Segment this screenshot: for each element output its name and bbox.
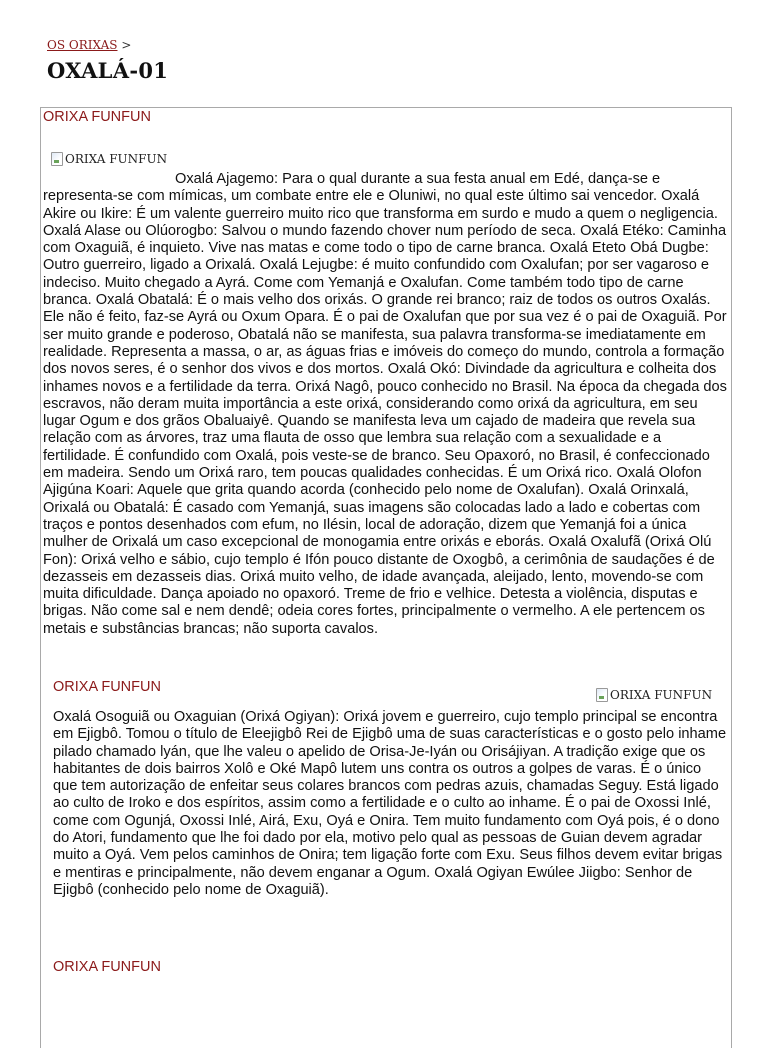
content-box: [40, 107, 732, 1048]
section-text-1: [43, 171, 731, 638]
section-image-1: [51, 152, 167, 166]
section-heading-1: ORIXA FUNFUN: [43, 109, 151, 125]
section-text-1-content: Oxalá Ajagemo: Para o qual durante a sua festa anual em Edé, dança-se e representa-se com mímicas, um combate entre ele e Oluniwi, no qual este último sai vencedor. Oxalá Akire ou Ikire: É um valente guerreiro muito rico que transforma em surdo e mudo a quem o negligencia. Oxalá Alase ou Olúorogbo: Salvou o mundo fazendo chover num período de seca. Oxalá Etéko: Caminha com Oxaguiã, é inquieto. Vive nas matas e come todo o tipo de carne branca. Oxalá Eteto Obá Dugbe: Outro guerreiro, ligado a Orixalá. Oxalá Lejugbe: é muito confundido com Oxalufan; por ser vagaroso e indeciso. Muito chegado a Ayrá. Come com Yemanjá e Oxalufan. Come também todo tipo de carne branca. Oxalá Obatalá: É o mais velho dos orixás. O grande rei branco; raiz de todos os outros Oxalás. Ele não é feito, faz-se Ayrá ou Oxum Opara. É o pai de Oxalufan que por sua vez é o pai de Oxaguiã. Por ser muito grande e poderoso, Obatalá não se manifesta, sua palavra transforma-se imediatamente em realidade. Representa a massa, o ar, as águas frias e imóveis do começo do mundo, controla a formação dos novos seres, é o senhor dos vivos e dos mortos. Oxalá Okó: Divindade da agricultura e colheita dos inhames novos e a fertilidade da terra. Orixá Nagô, pouco conhecido no Brasil. Na época da chegada dos escravos, não deram muita importância a este orixá, considerando como orixá da agricultura, em seu lugar Ogum e dos grãos Obaluaiyê. Quando se manifesta leva um cajado de madeira que revela sua relação com as árvores, traz uma flauta de osso que lembra sua relação com a sexualidade e a fertilidade. É confundido com Oxalá, pois veste-se de branco. Seu Opaxoró, no Brasil, é confeccionado em madeira. Sendo um Orixá raro, tem poucas qualidades conhecidas. É um Orixá rico. Oxalá Olofon Ajigúna Koari: Aquele que grita quando acorda (conhecido pelo nome de Oxalufan). Oxalá Orinxalá, Orixalá ou Obatalá: É casado com Yemanjá, suas imagens são colocadas lado a lado e cobertas com traços e pontos desenhados com efum, no Ilésin, local de adoração, dizem que Yemanjá foi a única mulher de Orixalá um caso excepcional de monogamia entre orixás e eborás. Oxalá Oxalufã (Orixá Olú Fon): Orixá velho e sábio, cujo templo é Ifón pouco distante de Oxogbô, a cerimônia de saudações é de dezasseis em dezasseis dias. Orixá muito velho, de idade avançada, aleijado, lento, movendo-se com muita dificuldade. Dança apoiado no opaxoró. Treme de frio e velhice. Detesta a violência, disputas e brigas. Não come sal e nem dendê; odeia cores fortes, principalmente o vermelho. A ele pertencem os metais e substâncias brancas; não suporta cavalos.: [43, 171, 727, 637]
image-alt-text: ORIXA FUNFUN: [610, 688, 713, 702]
section-heading-3: ORIXA FUNFUN: [53, 959, 161, 975]
page-title: OXALÁ-01: [47, 58, 169, 83]
breadcrumb: [47, 38, 131, 52]
section-image-2: [596, 688, 712, 702]
broken-image-icon: [596, 688, 608, 702]
breadcrumb-link-os-orixas[interactable]: OS ORIXAS: [47, 38, 118, 52]
breadcrumb-separator: >: [121, 38, 132, 52]
broken-image-icon: [51, 152, 63, 166]
section-heading-2: ORIXA FUNFUN: [53, 679, 161, 695]
image-alt-text: ORIXA FUNFUN: [65, 152, 168, 166]
section-text-2: Oxalá Osoguiã ou Oxaguian (Orixá Ogiyan): Orixá jovem e guerreiro, cujo templo principal se encontra em Ejigbô. Tomou o título de Eleejigbô Rei de Ejigbô uma de suas características e o gosto pelo inhame pilado chamado lyán, que lhe valeu o apelido de Orisa-Je-Iyán ou Orisájiyan. A tradição exige que os habitantes de dois bairros Xolô e Oké Mapô lutem uns contra os outros a golpes de varas. É o único que tem autorização de enfeitar seus colares brancos com pedras azuis, chamadas Seguy. Está ligado ao culto de Iroko e dos espíritos, assim como a fertilidade e o culto ao inhame. É o pai de Oxossi Inlé, come com Ogunjá, Oxossi Inlé, Airá, Exu, Oyá e Onira. Tem muito fundamento com Oyá pois, é o dono do Atori, fundamento que lhe foi dado por ela, motivo pelo qual as pessoas de Guian devem agradar muito a Oyá. Vem pelos caminhos de Onira; tem ligação forte com Exu. Seus filhos devem evitar brigas e mentiras e principalmente, não devem enganar a Ogum. Oxalá Ogiyan Ewúlee Jiigbo: Senhor de Ejigbô (conhecido pelo nome de Oxaguiã).: [53, 709, 727, 898]
